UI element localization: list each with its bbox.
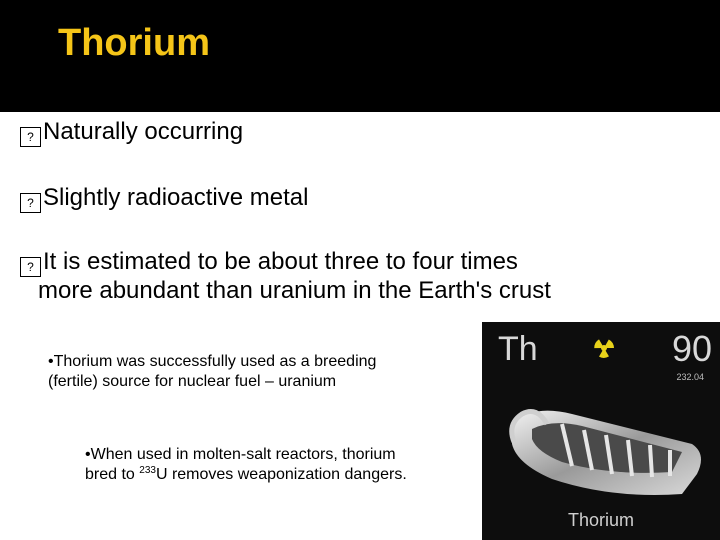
bullet-glyph-icon: ?	[20, 127, 41, 147]
sub-bullet-text-before: •When used in molten-salt reactors, thorium bred to	[85, 446, 396, 483]
element-name: Thorium	[567, 510, 634, 530]
bullet-naturally-occurring	[20, 118, 243, 147]
bullet-abundance	[20, 248, 640, 305]
radiation-icon	[590, 334, 618, 362]
bullet-text: Slightly radioactive metal	[43, 184, 309, 211]
thorium-metal-image	[492, 384, 712, 504]
bullet-glyph-icon: ?	[20, 193, 41, 213]
sub-bullet-text-after: U removes weaponization dangers.	[155, 466, 407, 483]
bullet-slightly-radioactive	[20, 184, 308, 213]
element-symbol: Th	[498, 330, 538, 368]
sub-bullet-molten-salt	[85, 445, 415, 485]
bullet-text: Naturally occurring	[43, 118, 244, 145]
thorium-element-tile	[482, 322, 720, 540]
bullet-text: It is estimated to be about three to four times	[43, 248, 518, 275]
bullet-text-continuation: more abundant than uranium in the Earth's crust	[38, 277, 551, 304]
sub-bullet-breeding: •Thorium was successfully used as a breeding (fertile) source for nuclear fuel – uranium	[48, 353, 377, 390]
bullet-glyph-icon: ?	[20, 257, 41, 277]
isotope-superscript: 233	[139, 465, 156, 476]
atomic-number: 90	[671, 328, 712, 369]
slide-title: Thorium	[58, 22, 210, 64]
atomic-mass: 232.04	[676, 372, 704, 382]
